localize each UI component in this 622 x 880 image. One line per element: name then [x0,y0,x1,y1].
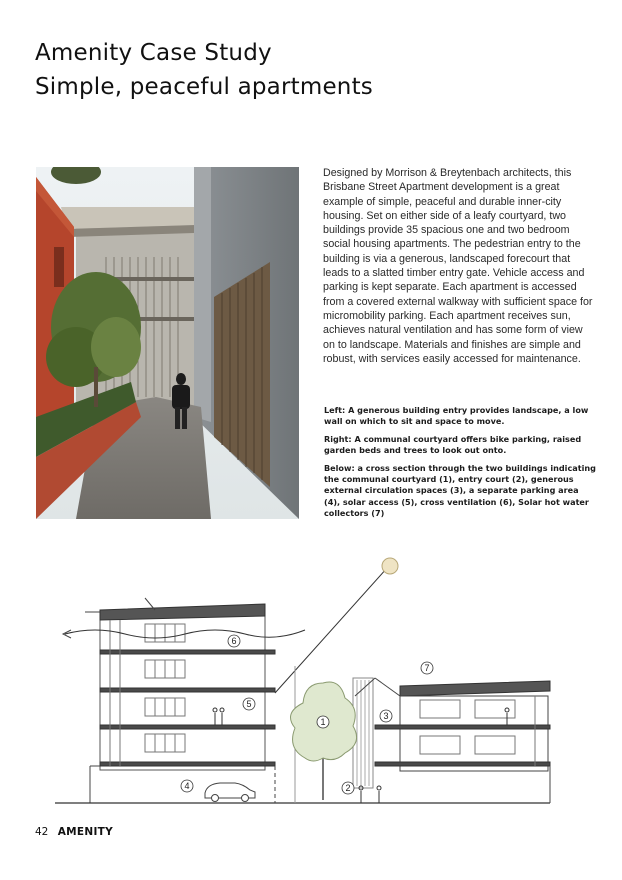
caption-right: Right: A communal courtyard offers bike parking, raised garden beds and trees to look out onto. [324,433,582,456]
caption-left: Left: A generous building entry provides landscape, a low wall on which to sit and space to move. [324,405,589,427]
page-footer [35,826,113,838]
section-marker-2: 2 [345,783,351,793]
cross-section-drawing [55,548,575,816]
section-marker-5: 5 [246,699,252,709]
section-label: AMENITY [57,826,114,838]
title-line-1: Amenity Case Study [35,40,272,66]
page-number: 42 [35,826,49,838]
section-marker-6: 6 [231,636,237,646]
section-marker-7: 7 [424,663,430,673]
entry-walkway-photo [36,167,299,519]
photo-captions [324,405,596,526]
caption-below: Below: a cross section through the two buildings indicating the communal courtyard (1), entry court (2), generous external circulation spaces (3), a separate parking area (4), solar access (5), cross ventilation (6), Solar hot water collectors (7) [324,462,596,519]
body-text: Designed by Morrison & Breytenbach architects, this Brisbane Street Apartment development is a great example of simple, peaceful and durable inner-city housing. Set on either side of a leafy courtyard, two buildings provide 35 spacious one and two bedroom social housing apartments. The pedestrian entry to the building is via a generous, landscaped forecourt that leads to a slatted timber entry gate. Vehicle access and parking is kept separate. Each apartment is accessed from a covered external walkway with sufficient space for micromobility parking. Each apartment receives sun, achieves natural ventilation and has some form of view on to landscape. Materials and finishes are simple and robust, with services easily accessed for maintenance. [323,167,593,365]
page-title [35,36,373,104]
section-marker-3: 3 [383,711,389,721]
section-marker-4: 4 [184,781,190,791]
title-line-2: Simple, peaceful apartments [35,74,373,100]
section-marker-1: 1 [320,717,326,727]
